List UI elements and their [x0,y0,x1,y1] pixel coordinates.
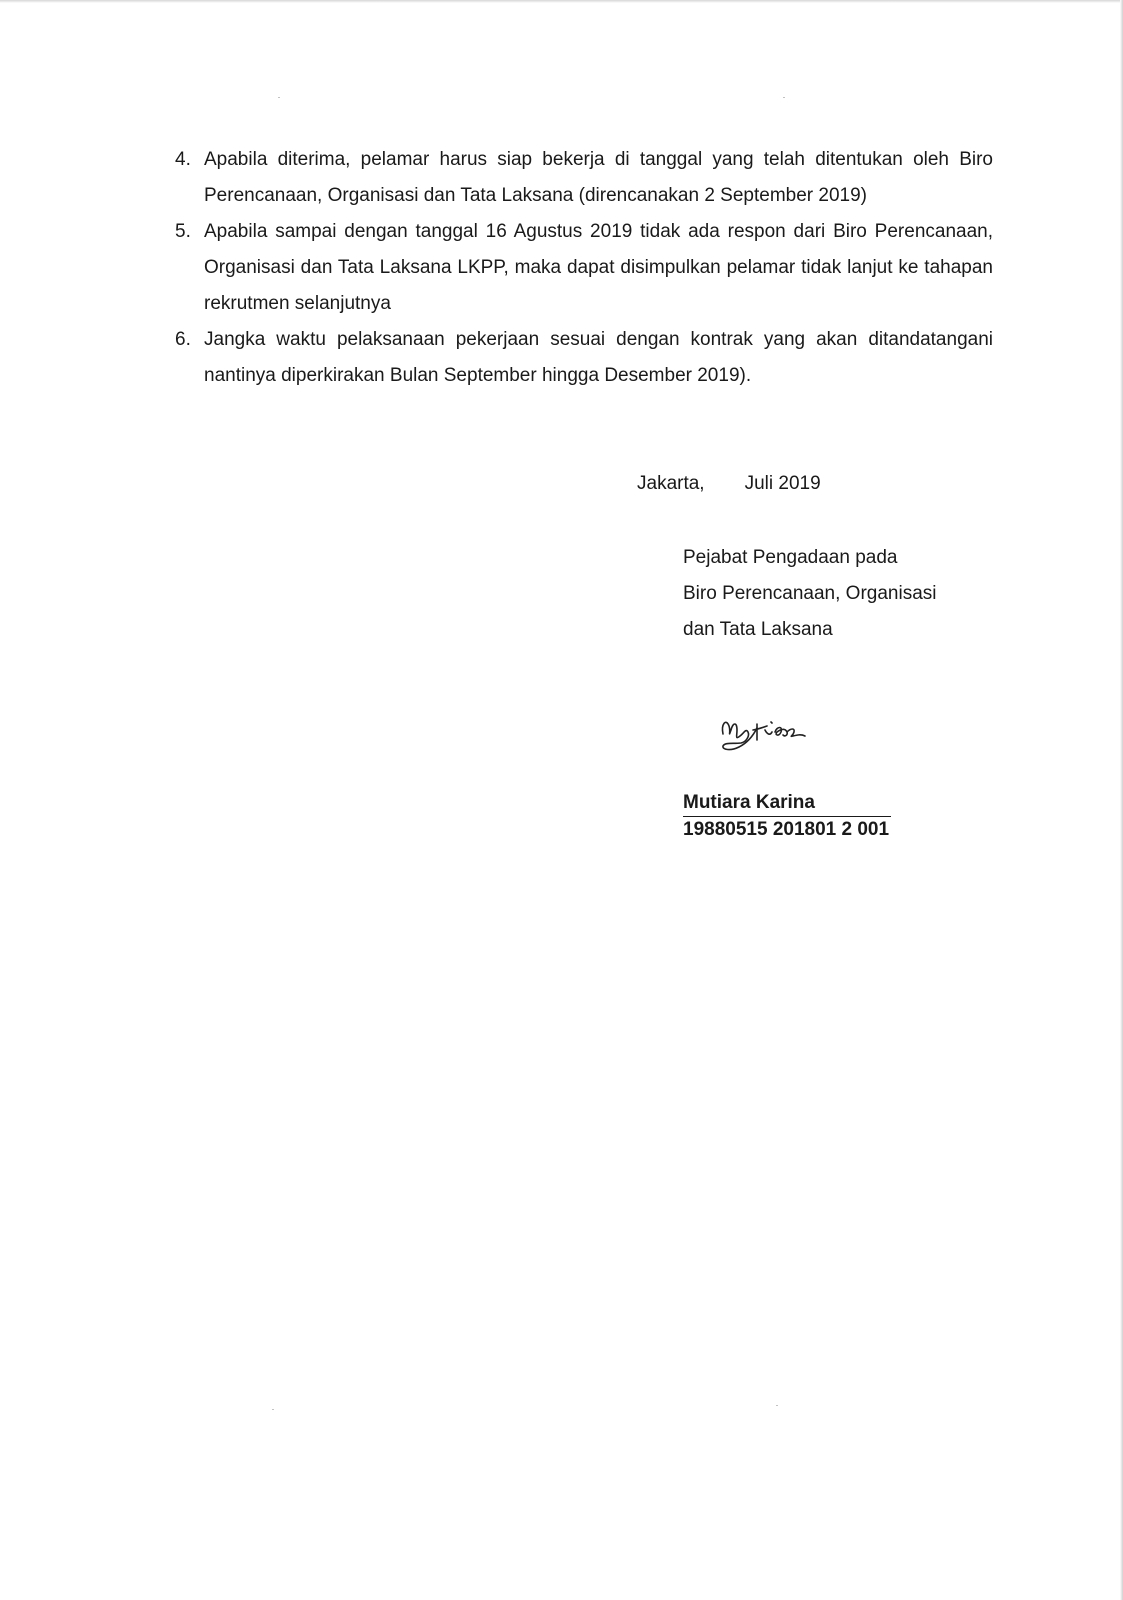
official-title-line: dan Tata Laksana [683,619,833,640]
scan-speck [776,1405,778,1406]
month-year: Juli 2019 [744,473,821,494]
scan-edge-top [0,0,1123,3]
list-item-text: Apabila diterima, pelamar harus siap bekerja di tanggal yang telah ditentukan oleh Biro Perencanaan, Organisasi dan Tata Laksana (direncanakan 2 September 2019) [204,149,993,206]
conditions-list [175,142,993,394]
official-title-line: Biro Perencanaan, Organisasi [683,583,937,604]
official-title-block [683,540,936,648]
scan-speck [278,97,280,98]
place-date [637,469,821,499]
signature-image [717,710,817,756]
scan-speck [783,97,785,98]
list-item-text: Jangka waktu pelaksanaan pekerjaan sesuai dengan kontrak yang akan ditandatangani nantinya diperkirakan Bulan September hingga Desember 2019). [204,329,993,386]
list-item-number: 4. [175,149,191,170]
list-item-number: 6. [175,329,191,350]
list-item-text: Apabila sampai dengan tanggal 16 Agustus 2019 tidak ada respon dari Biro Perencanaan, Organisasi dan Tata Laksana LKPP, maka dapat disimpulkan pelamar tidak lanjut ke tahapan rekrutmen selanjutnya [204,221,993,314]
list-item [175,142,993,214]
list-item-number: 5. [175,221,191,242]
signer-name: Mutiara Karina [683,790,891,817]
signer-block [683,790,891,843]
scan-speck [272,1409,274,1410]
list-item [175,214,993,322]
signer-id-number: 19880515 201801 2 001 [683,819,890,840]
list-item [175,322,993,394]
official-title-line: Pejabat Pengadaan pada [683,547,898,568]
place: Jakarta, [637,473,705,494]
